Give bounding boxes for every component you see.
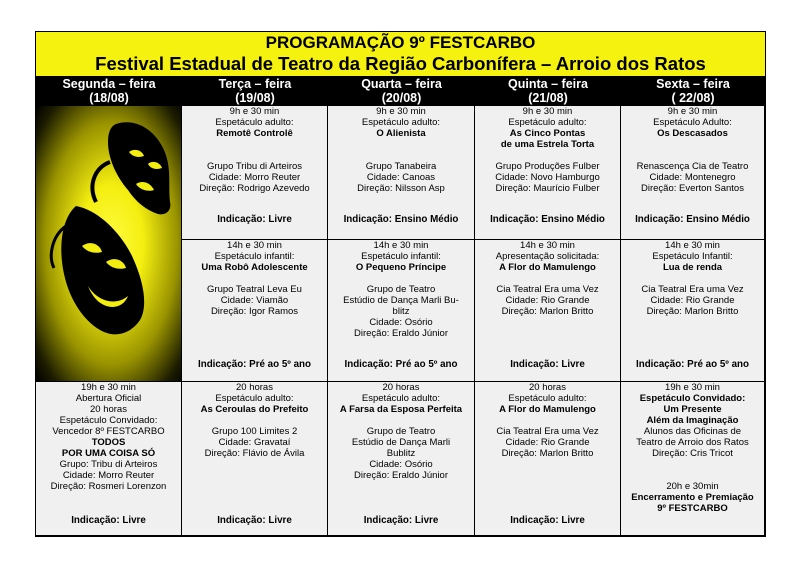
session-line: Direção: Eraldo Júnior — [354, 328, 448, 339]
session-line: 14h e 30 min — [665, 240, 720, 251]
session-line: Espetáculo infantil: — [214, 251, 295, 262]
session-line: Grupo Tanabeira — [365, 161, 437, 172]
session-line — [328, 150, 474, 161]
day-header-wednesday — [328, 76, 475, 106]
session-line: Direção: Marlon Britto — [646, 306, 739, 317]
session-line: Além da Imaginação — [646, 415, 739, 426]
session-line — [475, 150, 620, 161]
session-line: Estúdio de Dança Marli Bu- — [343, 295, 459, 306]
session-line: Abertura Oficial — [75, 393, 142, 404]
session-line: Cidade: Canoas — [366, 172, 436, 183]
session-line: Espetáculo adulto: — [508, 393, 587, 404]
session-line: Grupo Teatral Leva Eu — [207, 284, 302, 295]
session-cell-morning — [475, 106, 621, 240]
session-line: 20 horas — [236, 382, 273, 393]
session-line: 9º FESTCARBO — [657, 503, 728, 514]
day-date: (19/08) — [235, 91, 275, 105]
theater-masks-icon — [36, 106, 182, 382]
session-line: 20 horas — [90, 404, 127, 415]
page-subtitle: Festival Estadual de Teatro da Região Carbonífera – Arroio dos Ratos — [95, 53, 706, 74]
day-name: Quarta – feira — [361, 77, 442, 91]
session-cell-morning — [328, 106, 475, 240]
session-line: 14h e 30 min — [373, 240, 429, 251]
day-name: Sexta – feira — [656, 77, 730, 91]
session-line: Espetáculo infantil: — [361, 251, 441, 262]
session-line — [182, 273, 327, 284]
session-line: Grupo: Tribu di Arteiros — [59, 459, 158, 470]
session-indication: Indicação: Ensino Médio — [343, 214, 459, 225]
session-line: Grupo 100 Limites 2 — [211, 426, 298, 437]
session-line: Cidade: Novo Hamburgo — [495, 172, 600, 183]
session-line: 9h e 30 min — [229, 106, 280, 117]
session-line: Apresentação solicitada: — [495, 251, 600, 262]
session-line: Grupo de Teatro — [366, 426, 436, 437]
session-line: Remotê Controlê — [216, 128, 293, 139]
session-indication: Indicação: Pré ao 5º ano — [197, 359, 311, 370]
session-line: Grupo Produções Fulber — [495, 161, 600, 172]
session-line: Direção: Marlon Britto — [501, 448, 594, 459]
session-cell-evening — [621, 382, 765, 536]
day-date: (21/08) — [528, 91, 568, 105]
session-line: Direção: Igor Ramos — [210, 306, 299, 317]
session-line: Cidade: Rio Grande — [505, 295, 590, 306]
session-line — [621, 150, 764, 161]
session-line: Bublitz — [386, 448, 416, 459]
day-header-friday — [621, 76, 765, 106]
session-line: Direção: Marlon Britto — [501, 306, 594, 317]
session-line: Direção: Everton Santos — [641, 183, 744, 194]
session-cell-morning — [182, 106, 328, 240]
session-line: Direção: Nilsson Asp — [357, 183, 445, 194]
session-line: Cidade: Rio Grande — [505, 437, 590, 448]
session-line: Espetáculo adulto: — [361, 117, 441, 128]
session-line: Cia Teatral Era uma Vez — [641, 284, 744, 295]
session-indication: Indicação: Ensino Médio — [635, 214, 750, 225]
session-line: Espetáculo adulto: — [508, 117, 587, 128]
session-indication: Indicação: Livre — [217, 214, 292, 225]
session-cell-afternoon — [182, 240, 328, 382]
session-line — [328, 415, 474, 426]
session-line — [621, 273, 764, 284]
theater-masks-image — [36, 106, 182, 382]
session-indication: Indicação: Livre — [71, 515, 146, 526]
session-line: Espetáculo Adulto: — [653, 117, 732, 128]
session-line: 19h e 30 min — [665, 382, 720, 393]
session-line: Cia Teatral Era uma Vez — [496, 426, 599, 437]
session-line: A Flor do Mamulengo — [499, 262, 596, 273]
session-line: Grupo de Teatro — [366, 284, 436, 295]
page-title: PROGRAMAÇÃO 9º FESTCARBO — [265, 33, 536, 52]
schedule-sheet — [35, 31, 766, 537]
session-line: Cidade: Osório — [369, 459, 433, 470]
session-line: de uma Estrela Torta — [500, 139, 595, 150]
day-name: Terça – feira — [218, 77, 292, 91]
session-line: Espetáculo Convidado: — [639, 393, 746, 404]
session-line — [621, 470, 764, 481]
day-header-thursday — [475, 76, 621, 106]
session-line: Direção: Rosmeri Lorenzon — [50, 481, 167, 492]
session-line: O Alienista — [376, 128, 426, 139]
title-band — [36, 32, 765, 76]
session-line — [621, 139, 764, 150]
session-line: Cidade: Rio Grande — [650, 295, 735, 306]
session-line — [182, 139, 327, 150]
session-line — [328, 139, 474, 150]
day-date: ( 22/08) — [671, 91, 715, 105]
session-line: blitz — [392, 306, 410, 317]
session-line: A Flor do Mamulengo — [499, 404, 596, 415]
session-line: Vencedor 8º FESTCARBO — [52, 426, 165, 437]
session-cell-afternoon — [475, 240, 621, 382]
session-line: Uma Robô Adolescente — [201, 262, 308, 273]
day-date: (18/08) — [89, 91, 129, 105]
session-line: TODOS — [91, 437, 126, 448]
session-cell-evening — [475, 382, 621, 536]
session-line: A Farsa da Esposa Perfeita — [339, 404, 463, 415]
session-line — [182, 150, 327, 161]
session-indication: Indicação: Livre — [217, 515, 292, 526]
weekday-header-row — [36, 76, 765, 106]
session-line: Espetáculo Infantil: — [652, 251, 733, 262]
session-line: Direção: Rodrigo Azevedo — [199, 183, 310, 194]
day-header-tuesday — [182, 76, 328, 106]
day-header-monday — [36, 76, 182, 106]
session-line: Cidade: Morro Reuter — [62, 470, 155, 481]
session-indication: Indicação: Pré ao 5º ano — [635, 359, 749, 370]
session-cell-evening — [328, 382, 475, 536]
session-line: Cidade: Montenegro — [649, 172, 736, 183]
schedule-grid — [36, 106, 765, 536]
session-line: Cidade: Gravataí — [218, 437, 291, 448]
session-cell-evening — [182, 382, 328, 536]
session-line: 20 horas — [529, 382, 566, 393]
session-line: 20h e 30min — [666, 481, 719, 492]
session-line: 9h e 30 min — [522, 106, 573, 117]
session-indication: Indicação: Livre — [510, 515, 585, 526]
session-line: 20 horas — [382, 382, 420, 393]
session-indication: Indicação: Livre — [510, 359, 585, 370]
session-cell-afternoon — [621, 240, 765, 382]
session-cell-evening — [36, 382, 182, 536]
session-line: Estúdio de Dança Marli — [351, 437, 451, 448]
session-line: Espetáculo adulto: — [215, 393, 294, 404]
session-line: Direção: Eraldo Júnior — [354, 470, 448, 481]
session-line: Cidade: Osório — [369, 317, 433, 328]
session-line: 9h e 30 min — [376, 106, 426, 117]
session-line: Direção: Cris Tricot — [652, 448, 733, 459]
session-line: Lua de renda — [662, 262, 723, 273]
session-line: Espetáculo adulto: — [361, 393, 441, 404]
session-line: 14h e 30 min — [520, 240, 575, 251]
session-line: Cia Teatral Era uma Vez — [496, 284, 599, 295]
session-line: As Cinco Pontas — [509, 128, 586, 139]
session-line: O Pequeno Príncipe — [355, 262, 447, 273]
session-line: Espetáculo adulto: — [215, 117, 294, 128]
session-line: 9h e 30 min — [667, 106, 718, 117]
session-line: Cidade: Morro Reuter — [208, 172, 301, 183]
session-line: As Ceroulas do Prefeito — [200, 404, 309, 415]
session-line — [475, 415, 620, 426]
session-line — [328, 273, 474, 284]
session-line: Os Descasados — [657, 128, 728, 139]
session-line: Direção: Flávio de Ávila — [204, 448, 305, 459]
day-name: Segunda – feira — [62, 77, 156, 91]
session-line: Teatro de Arroio dos Ratos — [636, 437, 749, 448]
session-line: Um Presente — [663, 404, 722, 415]
session-cell-afternoon — [328, 240, 475, 382]
session-line: Direção: Maurício Fulber — [495, 183, 600, 194]
session-line: Cidade: Viamão — [220, 295, 289, 306]
day-date: (20/08) — [381, 91, 422, 105]
session-indication: Indicação: Pré ao 5º ano — [344, 359, 458, 370]
session-line — [475, 273, 620, 284]
session-line: 14h e 30 min — [227, 240, 282, 251]
session-line — [621, 459, 764, 470]
day-name: Quinta – feira — [508, 77, 588, 91]
session-indication: Indicação: Livre — [363, 515, 439, 526]
session-line: Renascença Cia de Teatro — [636, 161, 749, 172]
session-line: Alunos das Oficinas de — [643, 426, 742, 437]
session-line: Grupo Tribu di Arteiros — [206, 161, 303, 172]
session-line — [182, 415, 327, 426]
session-line: Espetáculo Convidado: — [59, 415, 158, 426]
session-indication: Indicação: Ensino Médio — [490, 214, 605, 225]
session-line: POR UMA COISA SÓ — [61, 448, 156, 459]
session-line: 19h e 30 min — [81, 382, 136, 393]
session-line: Encerramento e Premiação — [631, 492, 754, 503]
session-cell-morning — [621, 106, 765, 240]
